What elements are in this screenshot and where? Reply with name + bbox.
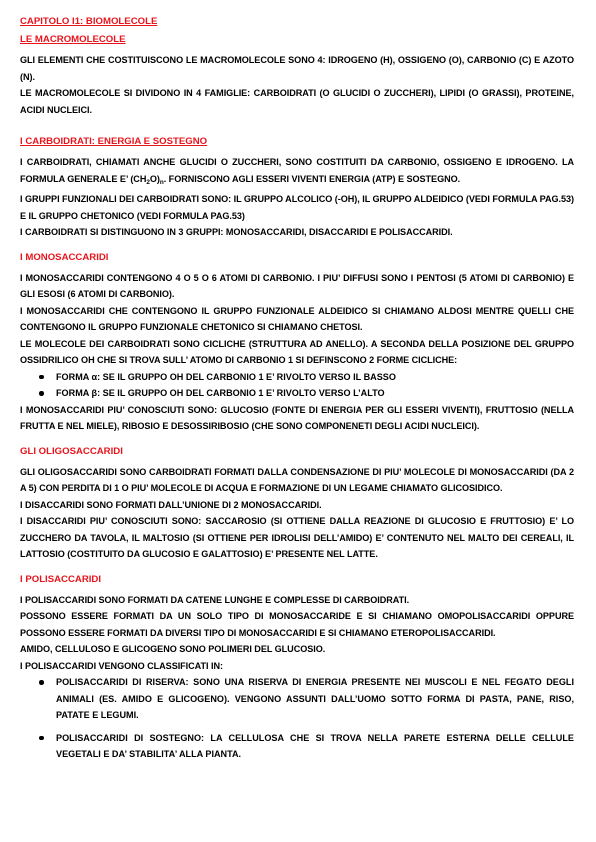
list-item: POLISACCARIDI DI RISERVA: SONO UNA RISERVA DI ENERGIA PRESENTE NEI MUSCOLI E NEL FEGATO DEGLI ANIMALI (ES. AMIDO E GLICOGENO). VENGONO ASSUNTI DALL’UOMO SOTTO FORMA DI PASTA, PANE, RISO, PATATE E LEGUMI. [56,674,574,724]
section-heading-carboidrati: I CARBOIDRATI: ENERGIA E SOSTEGNO [20,136,208,147]
paragraph-formula [20,154,574,191]
paragraph: AMIDO, CELLULOSO E GLICOGENO SONO POLIMERI DEL GLUCOSIO. [20,644,326,654]
formula-text-3: . FORNISCONO AGLI ESSERI VIVENTI ENERGIA (ATP) E SOSTEGNO. [163,173,461,184]
paragraph: I MONOSACCARIDI PIU’ CONOSCIUTI SONO: GLUCOSIO (FONTE DI ENERGIA PER GLI ESSERI VIVENTI), FRUTTOSIO (NELLA FRUTTA E NEL MIELE), RIBOSIO E DESOSSIRIBOSIO (CHE SONO COMPONENETI DEGLI ACIDI NUCLEICI). [20,404,574,431]
formula-subscript-2: 2 [146,178,150,186]
list-item: POLISACCARIDI DI SOSTEGNO: LA CELLULOSA CHE SI TROVA NELLA PARETE ESTERNA DELLE CELLULE VEGETALI E DA’ STABILITA’ ALLA PIANTA. [56,730,574,763]
paragraph: POSSONO ESSERE FORMATI DA UN SOLO TIPO DI MONOSACCARIDE E SI CHIAMANO OMOPOLISACCARIDI OPPURE POSSONO ESSERE FORMATI DA DIVERSI TIPO DI MONOSACCARIDI E SI CHIAMANO ETEROPOLISACCARIDI. [20,611,574,638]
paragraph: I DISACCARIDI PIU’ CONOSCIUTI SONO: SACCAROSIO (SI OTTIENE DALLA REAZIONE DI GLUCOSIO E FRUTTOSIO) E’ LO ZUCCHERO DA TAVOLA, IL MALTOSIO (SI OTTIENE PER IDROLISI DELL’AMIDO) E’ CONTENUTO NEL MALTO DEI CEREALI, IL LATTOSIO (COSTITUITO DA GLUCOSIO E GALATTOSIO) E’ PRESENTE NEL LATTE. [20,516,574,559]
paragraph: I GRUPPI FUNZIONALI DEI CARBOIDRATI SONO: IL GRUPPO ALCOLICO (-OH), IL GRUPPO ALDEIDICO (VEDI FORMULA PAG.53) E IL GRUPPO CHETONICO (VEDI FORMULA PAG.53) [20,194,574,221]
section-heading-polisaccaridi: I POLISACCARIDI [20,573,102,585]
chapter-title: CAPITOLO I1: BIOMOLECOLE [20,16,158,27]
bullet-list-forme [20,369,574,402]
section-heading-macromolecole: LE MACROMOLECOLE [20,34,126,45]
list-item: FORMA α: SE IL GRUPPO OH DEL CARBONIO 1 E’ RIVOLTO VERSO IL BASSO [56,369,574,386]
section-heading-monosaccaridi: I MONOSACCARIDI [20,251,109,263]
paragraph: I POLISACCARIDI VENGONO CLASSIFICATI IN: [20,660,223,671]
paragraph: LE MOLECOLE DEI CARBOIDRATI SONO CICLICHE (STRUTTURA AD ANELLO). A SECONDA DELLA POSIZIONE DEL GRUPPO OSSIDRILICO OH CHE SI TROVA SULL’ ATOMO DI CARBONIO 1 SI DEFINSCONO 2 FORME CICLICHE: [20,338,574,365]
paragraph: I POLISACCARIDI SONO FORMATI DA CATENE LUNGHE E COMPLESSE DI CARBOIDRATI. [20,594,410,605]
paragraph: GLI OLIGOSACCARIDI SONO CARBOIDRATI FORMATI DALLA CONDENSAZIONE DI PIU’ MOLECOLE DI MONOSACCARIDI (DA 2 A 5) CON PERDITA DI 1 O PIU’ MOLECOLE DI ACQUA E FORMAZIONE DI UN LEGAME CHIAMATO GLICOSIDICO. [20,466,574,493]
bullet-list-polisaccaridi [20,674,574,763]
list-item: FORMA β: SE IL GRUPPO OH DEL CARBONIO 1 E’ RIVOLTO VERSO L’ALTO [56,385,574,402]
paragraph: I MONOSACCARIDI CONTENGONO 4 O 5 O 6 ATOMI DI CARBONIO. I PIU’ DIFFUSI SONO I PENTOSI (5 ATOMI DI CARBONIO) E GLI ESOSI (6 ATOMI DI CARBONIO). [20,272,574,299]
paragraph: I MONOSACCARIDI CHE CONTENGONO IL GRUPPO FUNZIONALE ALDEIDICO SI CHIAMANO ALDOSI MENTRE QUELLI CHE CONTENGONO IL GRUPPO FUNZIONALE CHETONICO SI CHIAMANO CHETOSI. [20,305,574,332]
paragraph: GLI ELEMENTI CHE COSTITUISCONO LE MACROMOLECOLE SONO 4: IDROGENO (H), OSSIGENO (O), CARBONIO (C) E AZOTO (N). [20,55,574,82]
paragraph: LE MACROMOLECOLE SI DIVIDONO IN 4 FAMIGLIE: CARBOIDRATI (O GLUCIDI O ZUCCHERI), LIPIDI (O GRASSI), PROTEINE, ACIDI NUCLEICI. [20,88,574,115]
section-heading-oligosaccaridi: GLI OLIGOSACCARIDI [20,445,123,457]
formula-text-1: I CARBOIDRATI, CHIAMATI ANCHE GLUCIDI O ZUCCHERI, SONO COSTITUITI DA CARBONIO, OSSIGENO E IDROGENO. LA FORMULA GENERALE E’ (CH [20,157,574,184]
formula-text-2: O) [149,173,160,184]
formula-subscript-n: n [159,178,164,186]
paragraph: I CARBOIDRATI SI DISTINGUONO IN 3 GRUPPI: MONOSACCARIDI, DISACCARIDI E POLISACCARIDI. [20,227,453,237]
paragraph: I DISACCARIDI SONO FORMATI DALL’UNIONE DI 2 MONOSACCARIDI. [20,499,322,510]
